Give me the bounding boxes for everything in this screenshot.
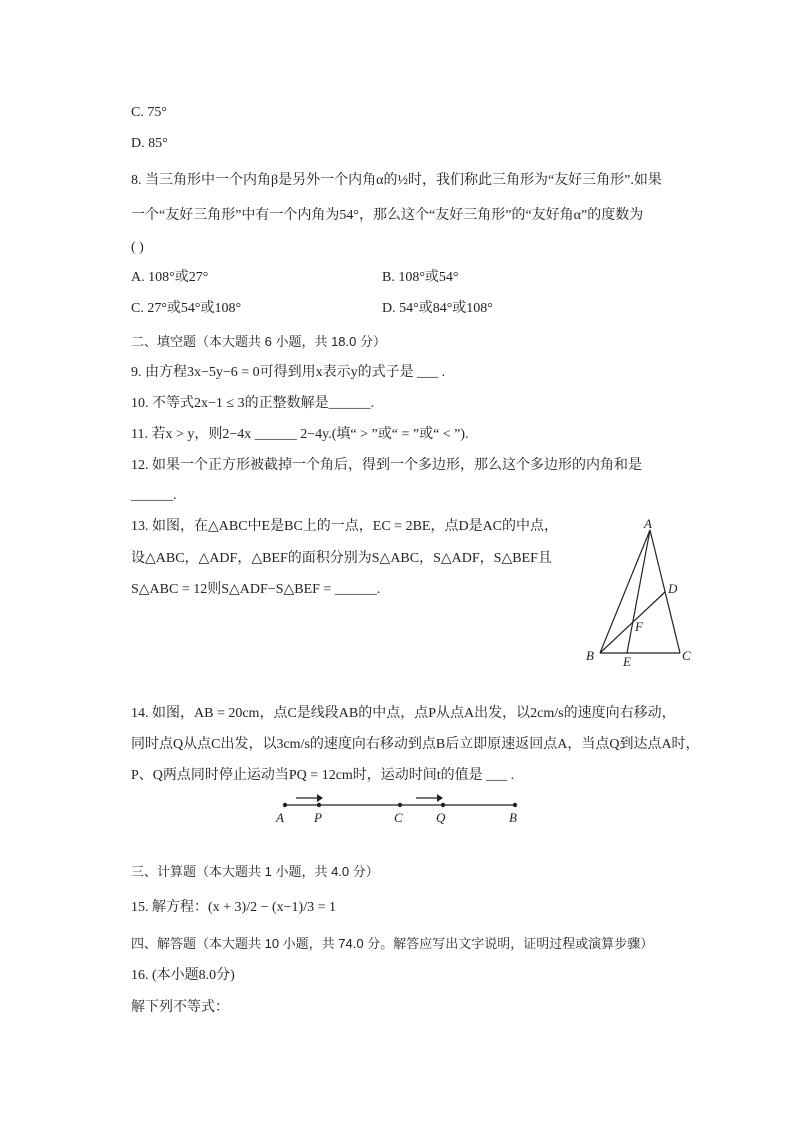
- section-heading-calculation: 三、计算题（本大题共 1 小题，共 4.0 分）: [131, 864, 379, 879]
- seg-label-a: A: [276, 810, 284, 825]
- question-12-line-1: 12. 如果一个正方形被截掉一个角后，得到一个多边形，那么这个多边形的内角和是: [131, 458, 642, 473]
- option-c-q8: C. 27°或54°或108°: [131, 301, 242, 316]
- question-15: 15. 解方程：(x + 3)/2 − (x−1)/3 = 1: [131, 900, 337, 915]
- section-heading-answer: 四、解答题（本大题共 10 小题，共 74.0 分。解答应写出文字说明，证明过程或演算步骤）: [131, 936, 654, 951]
- question-14-line-1: 14. 如图，AB = 20cm，点C是线段AB的中点，点P从点A出发，以2cm/s的速度向右移动，: [131, 706, 676, 721]
- point-label-e: E: [623, 654, 631, 669]
- question-10: 10. 不等式2x−1 ≤ 3的正整数解是______.: [131, 396, 375, 411]
- triangle-figure: [580, 512, 700, 672]
- point-label-d: D: [668, 581, 678, 596]
- section-heading-fill-in: 二、填空题（本大题共 6 小题，共 18.0 分）: [131, 334, 386, 349]
- point-label-f: F: [635, 619, 643, 634]
- question-16-title: 16. (本小题8.0分): [131, 968, 235, 983]
- question-13-line-1: 13. 如图，在△ABC中E是BC上的一点，EC = 2BE，点D是AC的中点，: [131, 519, 559, 534]
- question-12-blank: ______.: [131, 488, 177, 503]
- point-label-b: B: [586, 648, 594, 663]
- question-13-line-2: 设△ABC，△ADF，△BEF的面积分别为S△ABC，S△ADF，S△BEF且: [131, 551, 552, 566]
- option-d-q8: D. 54°或84°或108°: [382, 301, 493, 316]
- question-14-line-2: 同时点Q从点C出发，以3cm/s的速度向右移动到点B后立即原速返回点A，当点Q到达点A时，: [131, 737, 700, 752]
- option-a-q8: A. 108°或27°: [131, 270, 209, 285]
- seg-label-b: B: [509, 810, 517, 825]
- segment-figure: [270, 790, 530, 830]
- question-9: 9. 由方程3x−5y−6 = 0可得到用x表示y的式子是 ___ .: [131, 365, 446, 380]
- question-16-prompt: 解下列不等式：: [131, 1000, 229, 1015]
- option-d-q7: D. 85°: [131, 136, 168, 151]
- seg-label-q: Q: [436, 810, 446, 825]
- point-label-c: C: [682, 648, 691, 663]
- option-b-q8: B. 108°或54°: [382, 270, 459, 285]
- question-8-line-2: 一个“友好三角形”中有一个内角为54°，那么这个“友好三角形”的“友好角α”的度数为: [131, 208, 644, 223]
- point-label-a: A: [644, 516, 652, 531]
- question-11: 11. 若x > y，则2−4x ______ 2−4y.(填“ > ”或“ = ”或“ < ”).: [131, 427, 469, 442]
- option-c-q7: C. 75°: [131, 105, 167, 120]
- question-8-brackets: ( ): [131, 240, 144, 255]
- seg-label-p: P: [314, 810, 322, 825]
- question-8-line-1: 8. 当三角形中一个内角β是另外一个内角α的½时，我们称此三角形为“友好三角形”.如果: [131, 173, 662, 188]
- question-14-line-3: P、Q两点同时停止运动当PQ = 12cm时，运动时间t的值是 ___ .: [131, 768, 515, 783]
- question-13-line-3: S△ABC = 12则S△ADF−S△BEF = ______.: [131, 582, 381, 597]
- seg-label-c: C: [394, 810, 403, 825]
